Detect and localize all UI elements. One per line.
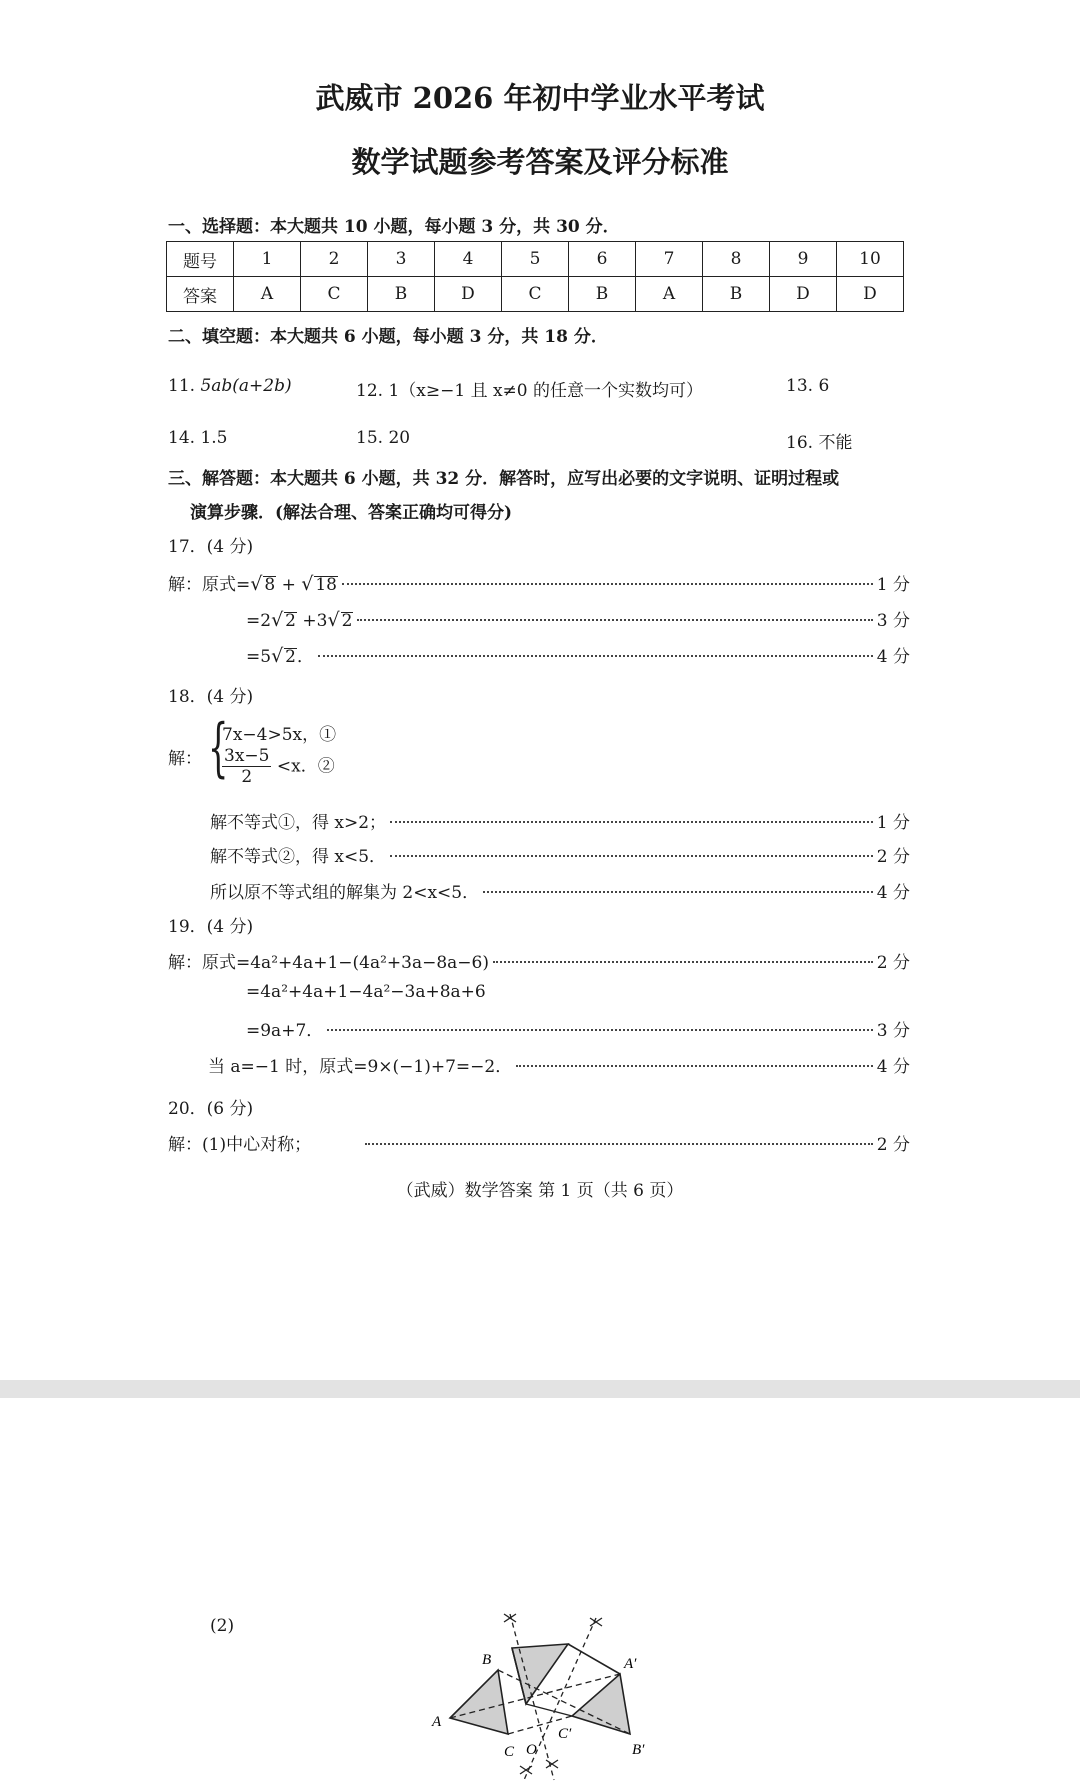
table-row — [167, 277, 904, 312]
dot-leader — [493, 961, 873, 963]
q17-step-2 — [246, 606, 910, 631]
step-score: 2 分 — [876, 1135, 910, 1155]
step-score: 3 分 — [876, 611, 910, 631]
inequality-2 — [222, 746, 335, 788]
page-separator — [0, 1380, 1080, 1398]
fill-answer-13: 13. 6 — [786, 376, 830, 396]
page-footer: （武威）数学答案 第 1 页（共 6 页） — [396, 1181, 684, 1201]
step-prefix: =5 — [246, 647, 272, 667]
question-number: 3 — [368, 242, 435, 277]
step-prefix: =2 — [246, 611, 272, 631]
dot-leader — [516, 1065, 873, 1067]
dot-leader — [318, 655, 873, 657]
answer-cell: A — [234, 277, 301, 312]
question-number: 9 — [770, 242, 837, 277]
point-label-a-prime: A′ — [624, 1656, 637, 1672]
point-label-c: C — [504, 1744, 515, 1760]
question-number: 4 — [435, 242, 502, 277]
point-label-b: B — [482, 1652, 492, 1668]
point-label-o: O — [526, 1742, 537, 1758]
step-score: 2 分 — [876, 953, 910, 973]
q17-heading: 17．(4 分) — [168, 537, 254, 557]
answer-cell: C — [301, 277, 368, 312]
step-score: 1 分 — [876, 813, 910, 833]
inequality-rest: <x．② — [276, 756, 335, 777]
step-text: =2√ 2 +3√ 2 — [246, 609, 353, 631]
fill-answer-12 — [356, 376, 703, 401]
point-label-a: A — [432, 1714, 442, 1730]
question-number: 12. — [356, 381, 384, 401]
dot-leader — [357, 619, 872, 621]
section-3-heading-cont: 演算步骤．(解法合理、答案正确均可得分) — [190, 503, 513, 523]
step-text: 解：原式=4a²+4a+1−(4a²+3a−8a−6) — [168, 953, 489, 973]
answer-cell: A — [636, 277, 703, 312]
dot-leader — [342, 583, 873, 585]
arc-mark — [546, 1760, 558, 1768]
section-3-heading: 三、解答题：本大题共 6 小题，共 32 分．解答时，应写出必要的文字说明、证明过程或 — [168, 469, 840, 489]
q20-step-1 — [168, 1130, 910, 1155]
step-score: 3 分 — [876, 1021, 910, 1041]
question-number: 7 — [636, 242, 703, 277]
fill-answer-15: 15. 20 — [356, 428, 411, 448]
segment — [568, 1644, 620, 1674]
step-text: =5√ 2． — [246, 645, 314, 667]
arc-mark — [520, 1766, 532, 1774]
question-number: 2 — [301, 242, 368, 277]
step-text: 解：(1)中心对称； — [168, 1135, 312, 1155]
step-prefix: 解：原式= — [168, 575, 251, 595]
section-1-heading: 一、选择题：本大题共 10 小题，每小题 3 分，共 30 分． — [168, 217, 620, 237]
answer-cell: B — [703, 277, 770, 312]
rotation-figure — [420, 1608, 680, 1784]
table-row-label: 题号 — [167, 242, 234, 277]
answer-cell: D — [837, 277, 904, 312]
answer-text: 5ab(a+2b) — [200, 376, 292, 396]
q18-step-2 — [210, 842, 910, 867]
q18-heading: 18．(4 分) — [168, 687, 254, 707]
answer-text: 1（x≥−1 且 x≠0 的任意一个实数均可） — [388, 381, 704, 401]
dot-leader — [365, 1143, 873, 1145]
answer-cell: D — [770, 277, 837, 312]
q18-step-1 — [210, 808, 910, 833]
fraction — [222, 746, 271, 788]
fill-answer-16: 16. 不能 — [786, 433, 853, 453]
answer-cell: D — [435, 277, 502, 312]
fill-answer-11 — [168, 376, 292, 396]
section-2-heading: 二、填空题：本大题共 6 小题，每小题 3 分，共 18 分． — [168, 327, 608, 347]
answer-cell: B — [368, 277, 435, 312]
document-title: 武威市 2026 年初中学业水平考试 — [315, 81, 765, 115]
step-score: 1 分 — [876, 575, 910, 595]
q19-step-1 — [168, 948, 910, 973]
question-number: 5 — [502, 242, 569, 277]
step-text: 解不等式①，得 x>2； — [210, 813, 387, 833]
question-number: 8 — [703, 242, 770, 277]
step-score: 4 分 — [876, 883, 910, 903]
dot-leader — [390, 821, 873, 823]
q19-step-4 — [208, 1052, 910, 1077]
fill-answer-14: 14. 1.5 — [168, 428, 228, 448]
multiple-choice-answer-table — [166, 241, 904, 312]
answer-cell: C — [502, 277, 569, 312]
segment — [526, 1704, 572, 1716]
step-text: =9a+7． — [246, 1021, 324, 1041]
answer-page-2 — [0, 1398, 1080, 1784]
table-row — [167, 242, 904, 277]
triangle-abc — [450, 1670, 508, 1734]
step-text: 所以原不等式组的解集为 2<x<5． — [210, 883, 480, 903]
point-label-b-prime: B′ — [632, 1742, 645, 1758]
q19-step-3 — [246, 1016, 910, 1041]
answer-cell: B — [569, 277, 636, 312]
question-number: 1 — [234, 242, 301, 277]
inequality-1: 7x−4>5x，① — [222, 725, 337, 745]
table-row-label: 答案 — [167, 277, 234, 312]
dot-leader — [483, 891, 873, 893]
dot-leader — [390, 855, 873, 857]
question-number: 10 — [837, 242, 904, 277]
triangle-abc-prime — [572, 1674, 630, 1734]
step-score: 4 分 — [876, 1057, 910, 1077]
fraction-denominator: 2 — [241, 767, 253, 788]
question-number: 11. — [168, 376, 196, 396]
dot-leader — [327, 1029, 873, 1031]
fraction-numerator: 3x−5 — [224, 746, 270, 766]
q19-step-2: =4a²+4a+1−4a²−3a+8a+6 — [246, 982, 486, 1002]
q17-step-1 — [168, 570, 910, 595]
step-text: 当 a=−1 时，原式=9×(−1)+7=−2． — [208, 1057, 513, 1077]
q20-heading: 20．(6 分) — [168, 1099, 254, 1119]
q20-part-2-label: (2) — [210, 1616, 235, 1636]
step-score: 4 分 — [876, 647, 910, 667]
q18-jie: 解： — [168, 749, 202, 769]
point-label-c-prime: C′ — [558, 1726, 572, 1742]
q19-heading: 19．(4 分) — [168, 917, 254, 937]
q17-step-3 — [246, 642, 910, 667]
step-text: 解：原式=√ 8 + √ 18 — [168, 573, 337, 595]
question-number: 6 — [569, 242, 636, 277]
document-subtitle: 数学试题参考答案及评分标准 — [351, 145, 729, 179]
system-brace: { — [208, 711, 229, 785]
q18-step-3 — [210, 878, 910, 903]
step-score: 2 分 — [876, 847, 910, 867]
step-text: 解不等式②，得 x<5． — [210, 847, 387, 867]
